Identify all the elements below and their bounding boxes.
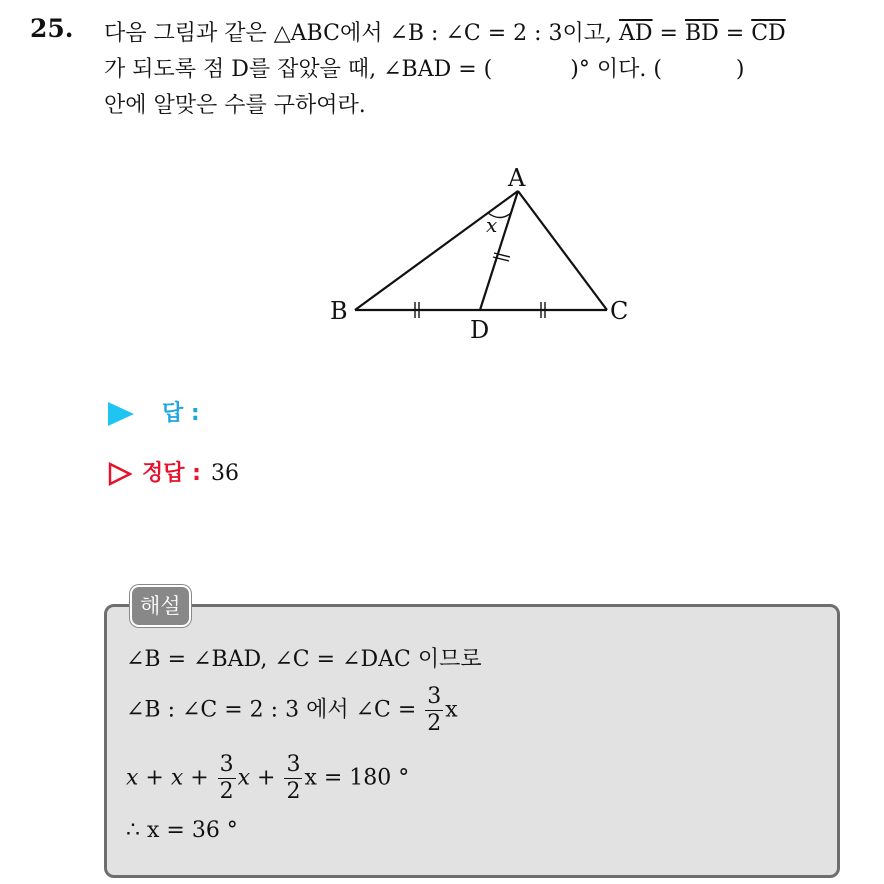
label-a: A	[508, 164, 526, 192]
question-line-1	[104, 16, 874, 52]
label-c: C	[610, 297, 629, 325]
solution-line-2-b: x	[445, 697, 458, 723]
question-line-3: 안에 알맞은 수를 구하여라.	[104, 93, 366, 118]
fraction-numerator: 3	[219, 752, 234, 777]
side-ac	[518, 191, 607, 310]
question-line-2-a: 가 되도록 점 D를 잡았을 때, ∠BAD = (	[104, 57, 493, 82]
fraction-numerator: 3	[427, 684, 442, 709]
fraction-three-halves	[425, 684, 443, 737]
triangle-figure	[320, 158, 650, 348]
outline-triangle-arrow-icon	[108, 462, 132, 486]
question-number: 25.	[30, 14, 74, 43]
solution-tag: 해설	[130, 585, 191, 627]
answer-label: 답 :	[162, 401, 200, 426]
label-b: B	[330, 297, 348, 325]
question-line-2	[104, 52, 874, 88]
fraction-three-halves-2	[284, 752, 302, 805]
equals-sign-1: =	[652, 21, 685, 46]
solution-line-4: ∴ x = 36 °	[126, 818, 238, 843]
angle-label-x: x	[486, 213, 498, 237]
segment-bd: $\overline{BD}$	[684, 21, 719, 46]
solution-line-3	[126, 752, 409, 805]
segment-ad: $\overline{AD}$	[619, 21, 653, 46]
solution-line-2	[126, 684, 458, 737]
question-text	[104, 16, 874, 124]
filled-triangle-arrow-icon	[108, 402, 134, 426]
solution-line-2-a: ∠B : ∠C = 2 : 3 에서 ∠C =	[126, 697, 424, 723]
label-d: D	[470, 316, 490, 344]
fraction-three-halves-1	[218, 752, 236, 805]
equals-sign-2: =	[718, 21, 752, 46]
correct-answer-label: 정답 :	[142, 461, 201, 486]
question-line-1-text: 다음 그림과 같은 △ABC에서 ∠B : ∠C = 2 : 3이고,	[104, 21, 620, 46]
question-line-2-b: )° 이다. (	[570, 57, 662, 82]
correct-answer-row	[108, 456, 239, 487]
fraction-denominator: 2	[286, 779, 301, 804]
fraction-denominator: 2	[427, 711, 442, 736]
solution-line-3-a: x + x +	[126, 765, 216, 791]
answer-row	[108, 396, 200, 427]
correct-answer-value: 36	[210, 461, 239, 486]
solution-line-1: ∠B = ∠BAD, ∠C = ∠DAC 이므로	[126, 647, 482, 672]
fraction-denominator: 2	[219, 779, 234, 804]
side-ab	[355, 191, 518, 310]
segment-cd: $\overline{CD}$	[751, 21, 786, 46]
question-line-2-c: )	[735, 57, 745, 82]
solution-line-3-b: x +	[237, 765, 283, 791]
fraction-numerator: 3	[286, 752, 301, 777]
segment-ad-line	[480, 191, 518, 310]
solution-line-3-c: x = 180 °	[304, 765, 410, 791]
